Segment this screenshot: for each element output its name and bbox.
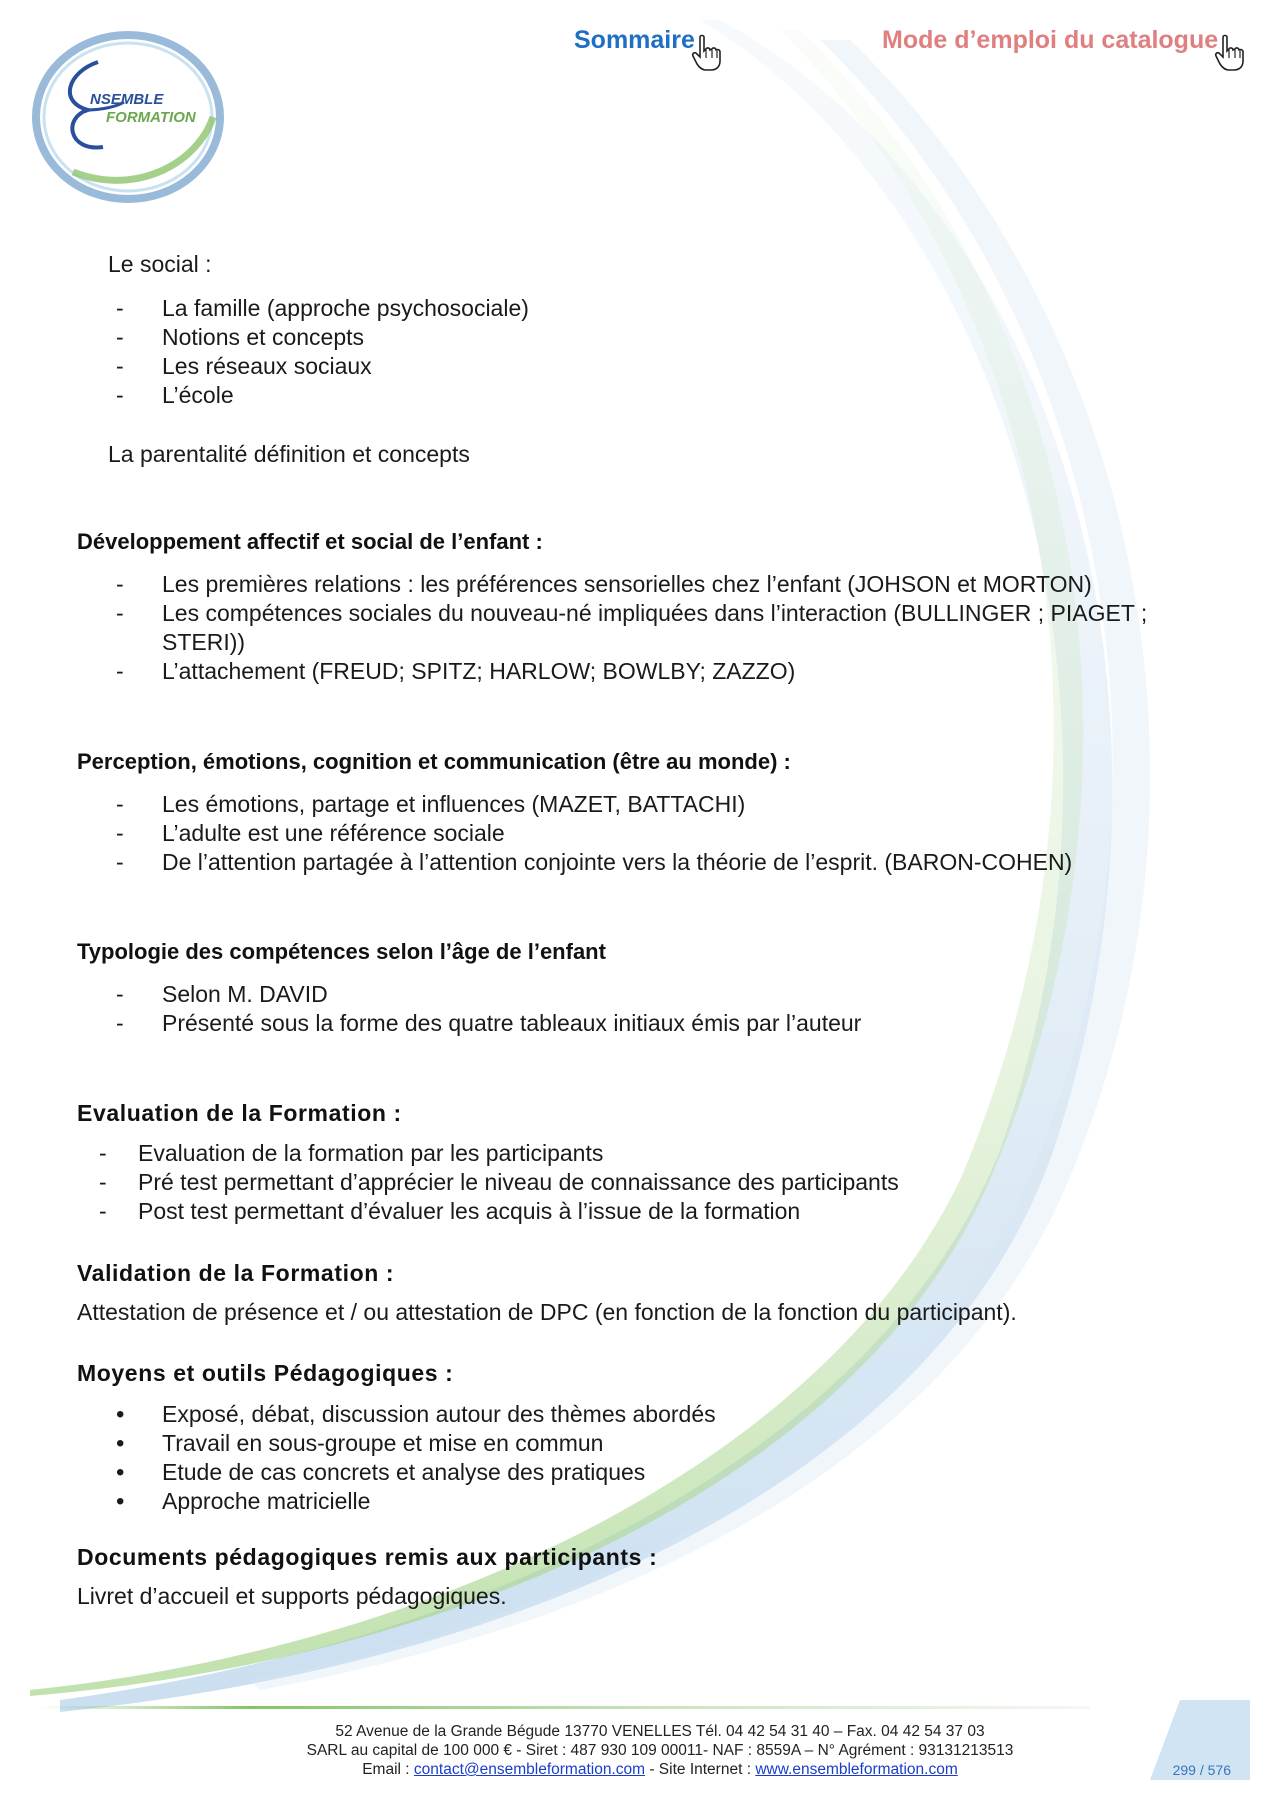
mode-emploi-link[interactable] [882,26,1244,72]
list-item: - Notions et concepts [116,323,529,352]
list-item: • Exposé, débat, discussion autour des thèmes abordés [116,1400,716,1429]
list-item: - L’école [116,381,529,410]
pointer-hand-icon [1214,34,1244,72]
email-label: Email : [362,1761,414,1778]
typologie-title: Typologie des compétences selon l’âge de l’enfant [77,939,606,964]
evaluation-list [99,1139,899,1226]
documents-text: Livret d’accueil et supports pédagogiques. [77,1583,507,1609]
list-item: • Approche matricielle [116,1487,716,1516]
moyens-title: Moyens et outils Pédagogiques : [77,1360,454,1386]
perception-list [116,790,1072,877]
footer-contact [200,1760,1120,1779]
moyens-list [116,1400,716,1516]
developpement-list [116,570,1162,686]
footer [200,1722,1120,1779]
evaluation-title: Evaluation de la Formation : [77,1100,402,1126]
list-item: - Selon M. DAVID [116,980,861,1009]
logo-text-formation: FORMATION [106,109,196,126]
footer-address: 52 Avenue de la Grande Bégude 13770 VENELLES Tél. 04 42 54 31 40 – Fax. 04 42 54 37 03 [335,1723,985,1740]
validation-text: Attestation de présence et / ou attestation de DPC (en fonction de la fonction du participant). [77,1299,1017,1325]
ensemble-formation-logo [28,22,228,207]
email-link[interactable]: contact@ensembleformation.com [413,1761,646,1778]
validation-title: Validation de la Formation : [77,1260,395,1286]
footer-divider [40,1706,1090,1709]
website-link[interactable]: www.ensembleformation.com [755,1761,958,1778]
list-item: • Etude de cas concrets et analyse des pratiques [116,1458,716,1487]
footer-legal: SARL au capital de 100 000 € - Siret : 487 930 109 00011- NAF : 8559A – N° Agrément : 93131213513 [306,1742,1014,1759]
sommaire-link[interactable] [574,26,721,72]
social-list [116,294,529,410]
list-item: - Evaluation de la formation par les participants [99,1139,899,1168]
list-item: - Présenté sous la forme des quatre tableaux initiaux émis par l’auteur [116,1009,861,1038]
list-item: - Post test permettant d’évaluer les acquis à l’issue de la formation [99,1197,899,1226]
list-item [116,599,1162,657]
list-item: - De l’attention partagée à l’attention conjointe vers la théorie de l’esprit. (BARON-COHEN) [116,848,1072,877]
list-item: - La famille (approche psychosociale) [116,294,529,323]
list-item: - Pré test permettant d’apprécier le niveau de connaissance des participants [99,1168,899,1197]
list-item: • Travail en sous-groupe et mise en commun [116,1429,716,1458]
site-label: - Site Internet : [645,1761,756,1778]
logo-text-ensemble: NSEMBLE [90,91,164,108]
typologie-list [116,980,861,1038]
page-number: 299 / 576 [1172,1762,1231,1778]
perception-title: Perception, émotions, cognition et communication (être au monde) : [77,749,791,774]
mode-emploi-label: Mode d’emploi du catalogue [882,26,1219,54]
list-item: - Les émotions, partage et influences (MAZET, BATTACHI) [116,790,1072,819]
pointer-hand-icon [691,34,721,72]
list-item: - Les réseaux sociaux [116,352,529,381]
list-item-text: - Les compétences sociales du nouveau-né impliquées dans l’interaction (BULLINGER ; PIAGET ; STERI)) [162,600,1148,655]
social-title: Le social : [108,251,212,277]
list-item: - L’attachement (FREUD; SPITZ; HARLOW; BOWLBY; ZAZZO) [116,657,1162,686]
list-item: - L’adulte est une référence sociale [116,819,1072,848]
developpement-title: Développement affectif et social de l’enfant : [77,529,543,554]
documents-title: Documents pédagogiques remis aux participants : [77,1544,658,1570]
parentalite-text: La parentalité définition et concepts [108,441,470,467]
sommaire-label: Sommaire [574,26,695,54]
list-item: - Les premières relations : les préférences sensorielles chez l’enfant (JOHSON et MORTON) [116,570,1162,599]
